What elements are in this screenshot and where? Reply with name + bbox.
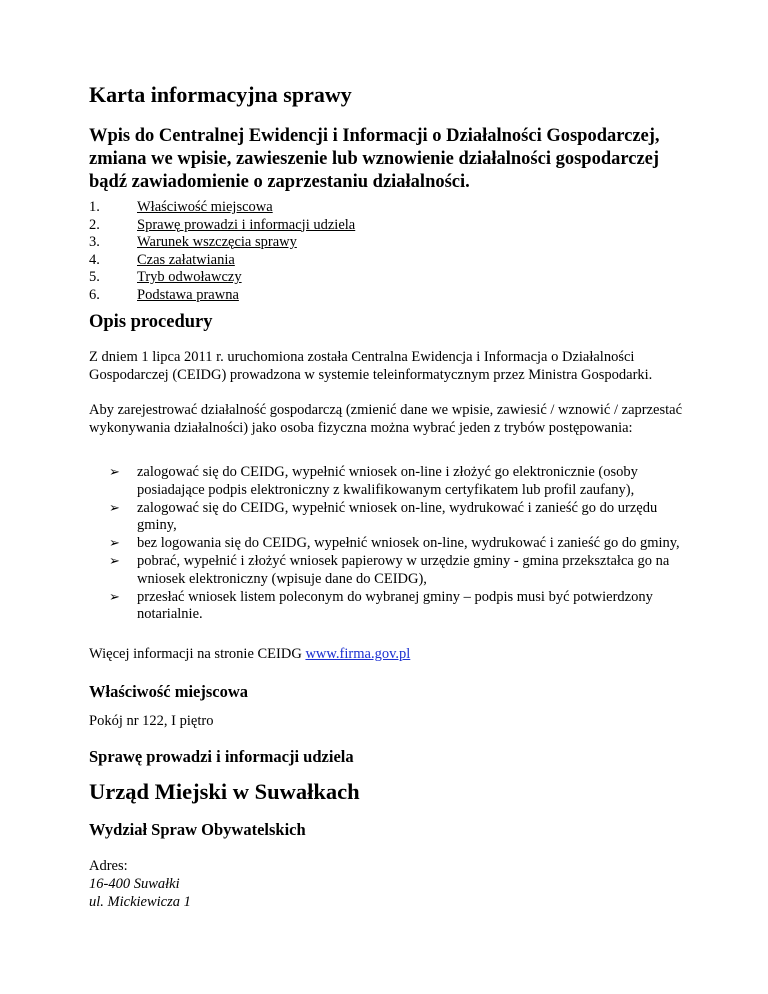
toc-link-czas[interactable]: Czas załatwiania	[137, 251, 235, 268]
procedure-heading: Opis procedury	[89, 312, 213, 332]
case-subtitle: Wpis do Centralnej Ewidencji i Informacji o Działalności Gospodarczej, zmiana we wpisie, zawieszenie lub wznowienie działalności gospodarczej bądź zawiadomienie o zaprzestaniu działalności.	[89, 126, 660, 192]
toc-item: 6. Podstawa prawna	[89, 286, 239, 303]
list-item: ➢ bez logowania się do CEIDG, wypełnić wniosek on-line, wydrukować i zanieść go do gminy,	[109, 535, 680, 552]
more-info-paragraph: Więcej informacji na stronie CEIDG www.firma.gov.pl	[89, 646, 411, 662]
arrow-bullet-icon: ➢	[109, 589, 120, 605]
toc-item: 4. Czas załatwiania	[89, 251, 235, 268]
toc-item: 1. Właściwość miejscowa	[89, 199, 273, 215]
table-of-contents	[89, 199, 355, 304]
procedure-options-list	[89, 464, 700, 624]
procedure-paragraph-1: Z dniem 1 lipca 2011 r. uruchomiona została Centralna Ewidencja i Informacja o Działalności Gospodarczej (CEIDG) prowadzona w systemie teleinformatycznym przez Ministra Gospodarki.	[89, 349, 653, 383]
address-label: Adres:	[89, 858, 128, 874]
list-item: ➢ zalogować się do CEIDG, wypełnić wniosek on-line, wydrukować i zanieść go do urzędu gminy,	[109, 499, 658, 534]
contact-heading: Sprawę prowadzi i informacji udziela	[89, 747, 354, 766]
toc-link-sprawe-prowadzi[interactable]: Sprawę prowadzi i informacji udziela	[137, 216, 356, 233]
arrow-bullet-icon: ➢	[109, 500, 120, 516]
arrow-bullet-icon: ➢	[109, 536, 120, 552]
location-heading: Właściwość miejscowa	[89, 682, 249, 701]
arrow-bullet-icon: ➢	[109, 553, 120, 569]
ceidg-website-link[interactable]: www.firma.gov.pl	[305, 646, 411, 662]
arrow-bullet-icon: ➢	[109, 465, 120, 480]
list-item: ➢ pobrać, wypełnić i złożyć wniosek papierowy w urzędzie gminy - gmina przekształca go na wniosek elektroniczny (wpisuje dane do CEIDG),	[109, 552, 670, 587]
page-title: Karta informacyjna sprawy	[89, 82, 352, 107]
toc-item: 3. Warunek wszczęcia sprawy	[89, 234, 297, 250]
address-line-2: ul. Mickiewicza 1	[89, 894, 191, 910]
address-line-1: 16-400 Suwałki	[89, 876, 180, 892]
procedure-paragraph-2: Aby zarejestrować działalność gospodarczą (zmienić dane we wpisie, zawiesić / wznowić / zaprzestać wykonywania działalności) jako osoba fizyczna można wybrać jeden z trybów postępowania:	[89, 402, 683, 436]
list-item: ➢ zalogować się do CEIDG, wypełnić wniosek on-line i złożyć go elektronicznie (osoby posiadające podpis elektroniczny z kwalifikowanym certyfikatem lub profil zaufany),	[109, 464, 638, 498]
location-text: Pokój nr 122, I piętro	[89, 713, 214, 729]
toc-item: 2. Sprawę prowadzi i informacji udziela	[89, 216, 356, 233]
toc-link-tryb[interactable]: Tryb odwoławczy	[137, 269, 242, 285]
toc-link-podstawa[interactable]: Podstawa prawna	[137, 286, 239, 303]
department-name: Wydział Spraw Obywatelskich	[89, 820, 306, 839]
toc-link-warunek[interactable]: Warunek wszczęcia sprawy	[137, 234, 297, 250]
list-item: ➢ przesłać wniosek listem poleconym do wybranej gminy – podpis musi być potwierdzony notarialnie.	[109, 588, 653, 623]
office-name: Urząd Miejski w Suwałkach	[89, 779, 360, 804]
toc-item: 5. Tryb odwoławczy	[89, 269, 242, 285]
toc-link-wlasciwosc[interactable]: Właściwość miejscowa	[137, 199, 273, 215]
